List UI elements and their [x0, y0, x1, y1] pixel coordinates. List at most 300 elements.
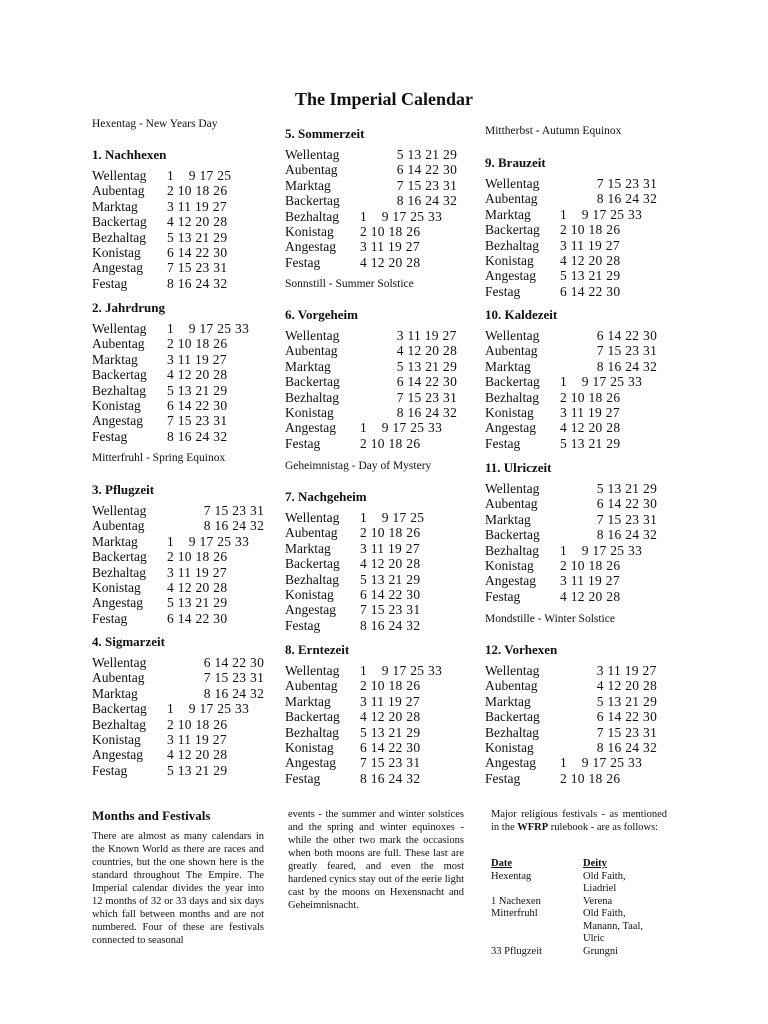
weekday-label: Konistag [92, 731, 141, 747]
date-numbers: 3 11 19 27 [560, 663, 657, 678]
weekday-label: Aubentag [92, 336, 145, 352]
weekday-label: Festag [485, 588, 521, 604]
weekday-label: Angestag [285, 420, 336, 436]
weekday-label: Angestag [285, 602, 336, 618]
date-numbers: 6 14 22 30 [560, 496, 658, 512]
calendar-row [285, 694, 460, 709]
date-numbers: 3 11 19 27 [360, 693, 420, 709]
month-title: 2. Jahrdrung [92, 300, 165, 315]
weekday-label: Aubentag [485, 678, 538, 694]
section-title: Months and Festivals [92, 808, 211, 823]
calendar-row [92, 747, 267, 762]
weekday-label: Wellentag [485, 663, 540, 678]
date-numbers: 1 9 17 25 [360, 510, 425, 525]
calendar-row [485, 253, 660, 268]
month-title: 8. Erntezeit [285, 642, 350, 657]
col3-post: rulebook - are as follows: [548, 822, 659, 833]
calendar-row [485, 740, 660, 755]
date-numbers: 3 11 19 27 [167, 731, 227, 747]
weekday-label: Aubentag [485, 343, 538, 359]
weekday-label: Angestag [485, 268, 536, 284]
date-numbers: 2 10 18 26 [560, 770, 621, 786]
calendar-row [92, 199, 267, 214]
calendar-row [485, 343, 660, 358]
date-numbers: 5 13 21 29 [167, 229, 228, 245]
weekday-label: Wellentag [285, 328, 340, 343]
date-numbers: 4 12 20 28 [560, 252, 621, 268]
calendar-row [92, 701, 267, 716]
weekday-label: Angestag [485, 573, 536, 589]
date-numbers: 1 9 17 25 33 [560, 542, 643, 558]
weekday-label: Aubentag [285, 525, 338, 541]
date-numbers: 8 16 24 32 [360, 193, 458, 209]
date-numbers: 3 11 19 27 [360, 540, 420, 556]
calendar-row [285, 328, 460, 343]
calendar-row [485, 725, 660, 740]
weekday-label: Backertag [92, 214, 147, 230]
date-numbers: 2 10 18 26 [167, 549, 228, 565]
weekday-label: Backertag [485, 709, 540, 725]
calendar-row [92, 413, 267, 428]
weekday-label: Aubentag [92, 518, 145, 534]
date-numbers: 2 10 18 26 [360, 678, 421, 694]
weekday-label: Wellentag [92, 168, 147, 183]
calendar-row [285, 525, 460, 540]
calendar-row [485, 328, 660, 343]
date-numbers: 8 16 24 32 [360, 404, 458, 420]
weekday-label: Konistag [485, 252, 534, 268]
calendar-row [92, 534, 267, 549]
weekday-label: Festag [485, 283, 521, 299]
month-title: 9. Brauzeit [485, 155, 546, 170]
date-numbers: 6 14 22 30 [167, 610, 228, 626]
weekday-label: Marktag [285, 693, 331, 709]
calendar-row [92, 655, 267, 670]
calendar-row [485, 238, 660, 253]
calendar-row [485, 496, 660, 511]
calendar-row [92, 611, 267, 626]
date-numbers: 3 11 19 27 [560, 404, 620, 420]
calendar-row [485, 420, 660, 435]
calendar-row [285, 771, 460, 786]
weekday-label: Wellentag [285, 147, 340, 162]
calendar-row [485, 755, 660, 770]
weekday-label: Backertag [485, 222, 540, 238]
calendar-row [285, 405, 460, 420]
weekday-label: Marktag [285, 177, 331, 193]
date-numbers: 2 10 18 26 [167, 183, 228, 199]
calendar-row [285, 587, 460, 602]
month-title: 7. Nachgeheim [285, 489, 367, 504]
calendar-row [92, 595, 267, 610]
table-cell-deity: Verena [583, 895, 613, 907]
date-numbers: 1 9 17 25 33 [560, 206, 643, 222]
calendar-row [285, 725, 460, 740]
month-block [485, 459, 660, 604]
calendar-row [285, 572, 460, 587]
calendar-row [92, 686, 267, 701]
calendar-row [285, 343, 460, 358]
date-numbers: 2 10 18 26 [360, 223, 421, 239]
month-title: 11. Ulriczeit [485, 460, 552, 475]
calendar-row [285, 390, 460, 405]
weekday-label: Bezhaltag [285, 389, 339, 405]
weekday-label: Angestag [285, 755, 336, 771]
month-block [285, 488, 460, 633]
weekday-label: Konistag [285, 404, 334, 420]
calendar-row [285, 374, 460, 389]
date-numbers: 3 11 19 27 [560, 573, 620, 589]
calendar-row [485, 374, 660, 389]
weekday-label: Festag [285, 770, 321, 786]
date-numbers: 8 16 24 32 [560, 358, 658, 374]
calendar-row [285, 359, 460, 374]
weekday-label: Konistag [285, 739, 334, 755]
weekday-label: Wellentag [285, 663, 340, 678]
date-numbers: 8 16 24 32 [560, 527, 658, 543]
month-block [485, 641, 660, 786]
date-numbers: 3 11 19 27 [167, 564, 227, 580]
calendar-row [485, 573, 660, 588]
weekday-label: Bezhaltag [485, 542, 539, 558]
festival-mittherbst: Mittherbst - Autumn Equinox [485, 125, 622, 137]
calendar-row [485, 176, 660, 191]
calendar-row [485, 284, 660, 299]
calendar-row [485, 390, 660, 405]
weekday-label: Aubentag [485, 496, 538, 512]
calendar-row [485, 191, 660, 206]
calendar-row [285, 556, 460, 571]
weekday-label: Marktag [485, 693, 531, 709]
weekday-label: Bezhaltag [285, 208, 339, 224]
calendar-row [485, 558, 660, 573]
weekday-label: Bezhaltag [92, 716, 146, 732]
weekday-label: Backertag [285, 374, 340, 390]
date-numbers: 2 10 18 26 [560, 389, 621, 405]
date-numbers: 3 11 19 27 [360, 239, 420, 255]
section-text-col1: There are almost as many calendars in the Known World as there are races and countries, but the one shown here is the standard throughout The Empire. The Imperial calendar divides the year into 12 months of 32 or 33 days and six days which fall between months and are not numbered. Four of these are festivals connected to seasonal [92, 831, 264, 946]
calendar-row [92, 245, 267, 260]
date-numbers: 2 10 18 26 [560, 222, 621, 238]
weekday-label: Aubentag [285, 162, 338, 178]
date-numbers: 5 13 21 29 [167, 762, 228, 778]
weekday-label: Konistag [285, 586, 334, 602]
date-numbers: 1 9 17 25 33 [167, 701, 250, 717]
calendar-row [485, 771, 660, 786]
table-cell-date: Mitterfruhl [491, 908, 538, 919]
date-numbers: 4 12 20 28 [167, 214, 228, 230]
weekday-label: Angestag [285, 239, 336, 255]
weekday-label: Marktag [285, 540, 331, 556]
date-numbers: 1 9 17 25 33 [167, 533, 250, 549]
date-numbers: 1 9 17 25 33 [360, 663, 443, 678]
festival-mitterfruhl: Mitterfruhl - Spring Equinox [92, 452, 226, 464]
weekday-label: Konistag [485, 404, 534, 420]
calendar-row [285, 162, 460, 177]
calendar-row [92, 230, 267, 245]
calendar-row [92, 429, 267, 444]
date-numbers: 7 15 23 31 [167, 670, 265, 686]
calendar-row [485, 222, 660, 237]
calendar-row [92, 717, 267, 732]
weekday-label: Konistag [92, 579, 141, 595]
date-numbers: 6 14 22 30 [167, 397, 228, 413]
calendar-row [92, 549, 267, 564]
weekday-label: Bezhaltag [485, 237, 539, 253]
date-numbers: 7 15 23 31 [360, 602, 421, 618]
date-numbers: 5 13 21 29 [167, 382, 228, 398]
section-text-col3 [491, 808, 667, 834]
calendar-row [92, 580, 267, 595]
table-cell-deity: Grungni [583, 945, 618, 957]
calendar-row [285, 239, 460, 254]
weekday-label: Festag [92, 610, 128, 626]
calendar-row [92, 670, 267, 685]
date-numbers: 8 16 24 32 [360, 617, 421, 633]
weekday-label: Wellentag [485, 176, 540, 191]
date-numbers: 6 14 22 30 [360, 162, 458, 178]
date-numbers: 6 14 22 30 [167, 244, 228, 260]
calendar-row [485, 543, 660, 558]
calendar-row [485, 589, 660, 604]
festival-hexentag: Hexentag - New Years Day [92, 118, 218, 130]
calendar-row [92, 276, 267, 291]
calendar-row [285, 178, 460, 193]
date-numbers: 4 12 20 28 [560, 588, 621, 604]
weekday-label: Wellentag [485, 328, 540, 343]
calendar-row [285, 755, 460, 770]
weekday-label: Aubentag [285, 678, 338, 694]
calendar-row [485, 709, 660, 724]
weekday-label: Backertag [92, 549, 147, 565]
weekday-label: Backertag [92, 367, 147, 383]
month-block [285, 641, 460, 786]
date-numbers: 1 9 17 25 [167, 168, 232, 183]
calendar-row [285, 709, 460, 724]
date-numbers: 6 14 22 30 [360, 374, 458, 390]
calendar-row [285, 209, 460, 224]
col3-wfrp: WFRP [517, 822, 549, 833]
weekday-label: Festag [285, 435, 321, 451]
weekday-label: Angestag [92, 413, 143, 429]
weekday-label: Marktag [92, 351, 138, 367]
calendar-row [92, 336, 267, 351]
weekday-label: Wellentag [285, 510, 340, 525]
table-row [491, 896, 653, 909]
weekday-label: Festag [285, 254, 321, 270]
calendar-row [285, 147, 460, 162]
weekday-label: Marktag [92, 533, 138, 549]
date-numbers: 8 16 24 32 [560, 739, 658, 755]
date-numbers: 8 16 24 32 [167, 685, 265, 701]
col3-pre: Major religious festivals - as mentioned in the [491, 809, 667, 833]
date-numbers: 7 15 23 31 [560, 343, 658, 359]
weekday-label: Wellentag [92, 321, 147, 336]
calendar-row [485, 527, 660, 542]
weekday-label: Bezhaltag [285, 571, 339, 587]
weekday-label: Bezhaltag [285, 724, 339, 740]
date-numbers: 6 14 22 30 [360, 586, 421, 602]
calendar-row [285, 420, 460, 435]
weekday-label: Backertag [285, 709, 340, 725]
calendar-row [285, 678, 460, 693]
month-block [92, 299, 267, 444]
calendar-row [485, 359, 660, 374]
calendar-row [485, 481, 660, 496]
month-title: 5. Sommerzeit [285, 126, 365, 141]
table-cell-date: 33 Pflugzeit [491, 945, 543, 957]
date-numbers: 7 15 23 31 [560, 724, 658, 740]
calendar-row [285, 255, 460, 270]
weekday-label: Marktag [485, 358, 531, 374]
month-title: 12. Vorhexen [485, 642, 558, 657]
month-title: 10. Kaldezeit [485, 307, 558, 322]
calendar-row [92, 367, 267, 382]
weekday-label: Konistag [92, 244, 141, 260]
date-numbers: 7 15 23 31 [560, 176, 658, 191]
section-text-col2: events - the summer and winter solstices and the spring and winter equinoxes - while the other two mark the occasions when both moons are full. These last are greatly feared, and even the most hardened cynics stay out of the eerie light cast by the moons on Hexensnacht and Geheimnisnacht. [288, 809, 464, 911]
weekday-label: Backertag [485, 527, 540, 543]
date-numbers: 1 9 17 25 33 [167, 321, 250, 336]
date-numbers: 5 13 21 29 [360, 358, 458, 374]
date-numbers: 8 16 24 32 [360, 770, 421, 786]
month-block [485, 306, 660, 451]
weekday-label: Backertag [92, 701, 147, 717]
weekday-label: Konistag [485, 739, 534, 755]
calendar-row [485, 694, 660, 709]
weekday-label: Aubentag [485, 191, 538, 207]
date-numbers: 4 12 20 28 [360, 343, 458, 359]
date-numbers: 3 11 19 27 [167, 351, 227, 367]
weekday-label: Marktag [485, 206, 531, 222]
weekday-label: Festag [485, 435, 521, 451]
date-numbers: 4 12 20 28 [167, 579, 228, 595]
date-numbers: 7 15 23 31 [360, 177, 458, 193]
date-numbers: 5 13 21 29 [360, 724, 421, 740]
calendar-row [92, 763, 267, 778]
date-numbers: 1 9 17 25 33 [360, 208, 443, 224]
date-numbers: 7 15 23 31 [167, 503, 265, 518]
calendar-row [92, 260, 267, 275]
calendar-row [485, 663, 660, 678]
calendar-row [285, 740, 460, 755]
date-numbers: 8 16 24 32 [167, 518, 265, 534]
date-numbers: 5 13 21 29 [560, 435, 621, 451]
month-block [92, 481, 267, 626]
table-header-deity: Deity [583, 858, 607, 869]
weekday-label: Festag [285, 617, 321, 633]
weekday-label: Backertag [485, 374, 540, 390]
weekday-label: Backertag [285, 556, 340, 572]
date-numbers: 5 13 21 29 [360, 147, 458, 162]
date-numbers: 7 15 23 31 [167, 413, 228, 429]
calendar-row [285, 510, 460, 525]
festival-geheimnistag: Geheimnistag - Day of Mystery [285, 460, 432, 472]
table-cell-date: Hexentag [491, 870, 532, 882]
festival-mondstille: Mondstille - Winter Solstice [485, 613, 615, 625]
weekday-label: Festag [92, 762, 128, 778]
date-numbers: 5 13 21 29 [560, 693, 658, 709]
date-numbers: 4 12 20 28 [167, 747, 228, 763]
weekday-label: Festag [92, 428, 128, 444]
weekday-label: Angestag [92, 747, 143, 763]
date-numbers: 1 9 17 25 33 [560, 374, 643, 390]
weekday-label: Konistag [92, 397, 141, 413]
date-numbers: 3 11 19 27 [167, 198, 227, 214]
calendar-row [485, 405, 660, 420]
date-numbers: 4 12 20 28 [560, 678, 658, 694]
calendar-row [92, 398, 267, 413]
calendar-row [285, 602, 460, 617]
calendar-row [92, 518, 267, 533]
date-numbers: 3 11 19 27 [560, 237, 620, 253]
date-numbers: 2 10 18 26 [360, 435, 421, 451]
weekday-label: Backertag [285, 193, 340, 209]
weekday-label: Aubentag [92, 183, 145, 199]
date-numbers: 7 15 23 31 [360, 755, 421, 771]
weekday-label: Konistag [285, 223, 334, 239]
weekday-label: Bezhaltag [92, 564, 146, 580]
weekday-label: Angestag [485, 755, 536, 771]
table-row [491, 908, 653, 946]
date-numbers: 8 16 24 32 [167, 275, 228, 291]
date-numbers: 2 10 18 26 [560, 557, 621, 573]
weekday-label: Marktag [485, 511, 531, 527]
calendar-row [285, 618, 460, 633]
weekday-label: Angestag [485, 420, 536, 436]
date-numbers: 2 10 18 26 [167, 716, 228, 732]
weekday-label: Konistag [485, 557, 534, 573]
date-numbers: 5 13 21 29 [560, 481, 658, 496]
date-numbers: 8 16 24 32 [167, 428, 228, 444]
calendar-row [92, 383, 267, 398]
date-numbers: 6 14 22 30 [560, 328, 658, 343]
weekday-label: Angestag [92, 595, 143, 611]
table-cell-date: 1 Nachexen [491, 895, 541, 907]
weekday-label: Festag [485, 770, 521, 786]
month-title: 1. Nachhexen [92, 147, 167, 162]
table-cell-deity: Old Faith, Liadriel [583, 870, 626, 894]
calendar-row [485, 512, 660, 527]
weekday-label: Marktag [92, 685, 138, 701]
table-row [491, 871, 653, 896]
date-numbers: 2 10 18 26 [360, 525, 421, 541]
calendar-row [92, 321, 267, 336]
date-numbers: 4 12 20 28 [360, 556, 421, 572]
weekday-label: Bezhaltag [485, 389, 539, 405]
calendar-row [92, 183, 267, 198]
weekday-label: Festag [92, 275, 128, 291]
calendar-row [92, 732, 267, 747]
calendar-row [485, 268, 660, 283]
date-numbers: 6 14 22 30 [360, 739, 421, 755]
calendar-row [92, 214, 267, 229]
month-title: 6. Vorgeheim [285, 307, 358, 322]
calendar-row [92, 352, 267, 367]
date-numbers: 4 12 20 28 [560, 420, 621, 436]
date-numbers: 7 15 23 31 [360, 389, 458, 405]
weekday-label: Bezhaltag [485, 724, 539, 740]
weekday-label: Marktag [92, 198, 138, 214]
page-title: The Imperial Calendar [295, 89, 473, 109]
weekday-label: Wellentag [92, 503, 147, 518]
date-numbers: 6 14 22 30 [560, 283, 621, 299]
calendar-row [485, 678, 660, 693]
date-numbers: 5 13 21 29 [560, 268, 621, 284]
calendar-row [285, 193, 460, 208]
calendar-row [285, 663, 460, 678]
calendar-row [92, 168, 267, 183]
